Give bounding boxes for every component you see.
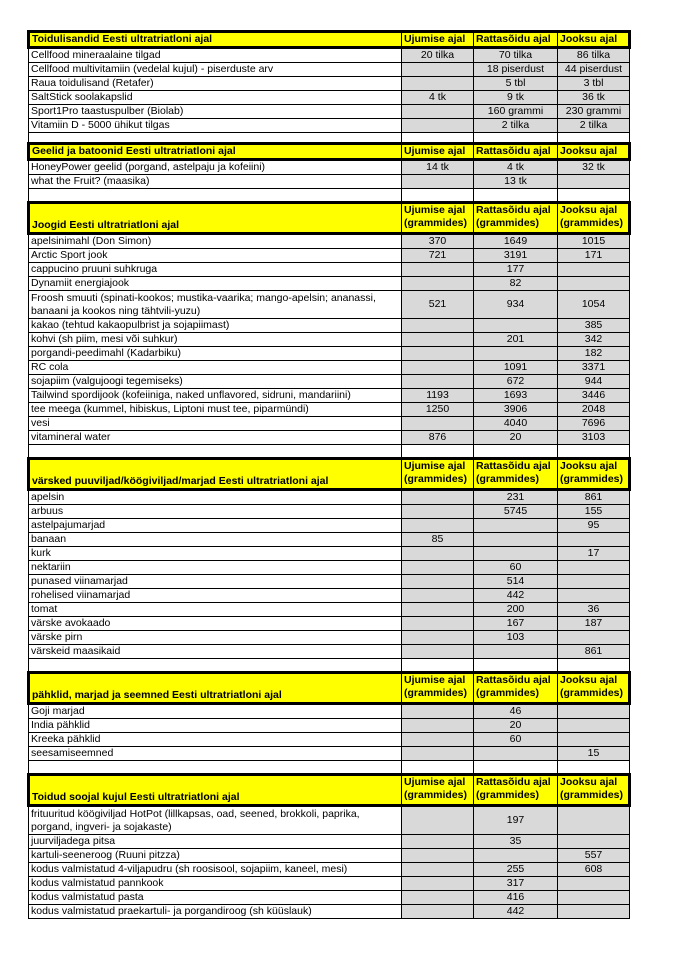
value-cell <box>402 603 474 617</box>
table-row <box>29 431 630 445</box>
value-cell: 85 <box>402 533 474 547</box>
table-row <box>29 589 630 603</box>
value-cell: 608 <box>558 863 630 877</box>
item-name: juurviljadega pitsa <box>29 835 402 849</box>
value-cell: 182 <box>558 347 630 361</box>
table-row <box>29 490 630 505</box>
value-cell: 171 <box>558 249 630 263</box>
value-cell: 3371 <box>558 361 630 375</box>
value-cell: 60 <box>474 733 558 747</box>
item-name: rohelised viinamarjad <box>29 589 402 603</box>
value-cell <box>402 547 474 561</box>
item-name: vitamineral water <box>29 431 402 445</box>
column-header: Rattasõidu ajal (grammides) <box>474 459 558 490</box>
value-cell: 82 <box>474 277 558 291</box>
value-cell <box>402 333 474 347</box>
spacer-cell <box>29 659 402 673</box>
value-cell <box>558 575 630 589</box>
section-header <box>29 32 630 48</box>
value-cell <box>402 747 474 761</box>
spacer-cell <box>558 133 630 144</box>
value-cell: 370 <box>402 234 474 249</box>
spacer-row <box>29 445 630 459</box>
item-name: Kreeka pähklid <box>29 733 402 747</box>
table-row <box>29 77 630 91</box>
value-cell: 86 tilka <box>558 48 630 63</box>
value-cell <box>402 806 474 835</box>
value-cell: 18 piserdust <box>474 63 558 77</box>
value-cell <box>558 733 630 747</box>
item-name: Arctic Sport jook <box>29 249 402 263</box>
value-cell <box>474 319 558 333</box>
spacer-row <box>29 659 630 673</box>
column-header: Rattasõidu ajal (grammides) <box>474 673 558 704</box>
table-row <box>29 333 630 347</box>
spacer-cell <box>558 659 630 673</box>
value-cell <box>402 863 474 877</box>
value-cell <box>402 105 474 119</box>
section-title: Toidulisandid Eesti ultratriatloni ajal <box>29 32 402 48</box>
table-row <box>29 249 630 263</box>
value-cell <box>402 849 474 863</box>
item-name: Tailwind spordijook (kofeiiniga, naked unflavored, sidruni, mandariini) <box>29 389 402 403</box>
column-header: Jooksu ajal <box>558 32 630 48</box>
value-cell <box>402 263 474 277</box>
value-cell <box>402 575 474 589</box>
item-name: apelsin <box>29 490 402 505</box>
value-cell <box>558 533 630 547</box>
value-cell: 876 <box>402 431 474 445</box>
item-name: nektariin <box>29 561 402 575</box>
table-row <box>29 704 630 719</box>
value-cell: 32 tk <box>558 160 630 175</box>
value-cell: 14 tk <box>402 160 474 175</box>
value-cell: 36 <box>558 603 630 617</box>
column-header: Ujumise ajal (grammides) <box>402 203 474 234</box>
value-cell: 60 <box>474 561 558 575</box>
table-row <box>29 863 630 877</box>
table-row <box>29 389 630 403</box>
item-name: punased viinamarjad <box>29 575 402 589</box>
table-row <box>29 733 630 747</box>
value-cell: 3906 <box>474 403 558 417</box>
value-cell: 4 tk <box>402 91 474 105</box>
section-title: Toidud soojal kujul Eesti ultratriatloni ajal <box>29 775 402 806</box>
column-header: Ujumise ajal (grammides) <box>402 459 474 490</box>
spacer-cell <box>558 761 630 775</box>
table-body <box>29 32 630 919</box>
value-cell <box>402 617 474 631</box>
table-row <box>29 891 630 905</box>
spacer-cell <box>402 445 474 459</box>
column-header: Jooksu ajal (grammides) <box>558 775 630 806</box>
table-row <box>29 905 630 919</box>
spacer-cell <box>474 659 558 673</box>
table-row <box>29 160 630 175</box>
spacer-cell <box>402 761 474 775</box>
table-row <box>29 575 630 589</box>
value-cell: 557 <box>558 849 630 863</box>
table-row <box>29 835 630 849</box>
table-row <box>29 631 630 645</box>
value-cell <box>402 77 474 91</box>
section-header <box>29 203 630 234</box>
value-cell: 177 <box>474 263 558 277</box>
value-cell <box>558 877 630 891</box>
value-cell: 231 <box>474 490 558 505</box>
spacer-cell <box>402 133 474 144</box>
value-cell: 197 <box>474 806 558 835</box>
table-row <box>29 277 630 291</box>
table-row <box>29 806 630 835</box>
value-cell <box>558 561 630 575</box>
value-cell: 9 tk <box>474 91 558 105</box>
item-name: Froosh smuuti (spinati-kookos; mustika-vaarika; mango-apelsin; ananassi, banaani ja kookos ning tähtvili-yuzu) <box>29 291 402 319</box>
value-cell <box>402 417 474 431</box>
item-name: Cellfood mineraalaine tilgad <box>29 48 402 63</box>
section-title: värsked puuviljad/köögiviljad/marjad Eesti ultratriatloni ajal <box>29 459 402 490</box>
value-cell <box>402 719 474 733</box>
table-row <box>29 603 630 617</box>
value-cell: 342 <box>558 333 630 347</box>
value-cell: 4 tk <box>474 160 558 175</box>
value-cell: 4040 <box>474 417 558 431</box>
value-cell <box>474 547 558 561</box>
value-cell: 317 <box>474 877 558 891</box>
value-cell: 155 <box>558 505 630 519</box>
column-header: Rattasõidu ajal <box>474 144 558 160</box>
value-cell <box>402 704 474 719</box>
value-cell <box>474 645 558 659</box>
spacer-cell <box>402 189 474 203</box>
value-cell <box>402 505 474 519</box>
value-cell: 3 tbl <box>558 77 630 91</box>
table-row <box>29 175 630 189</box>
value-cell: 3103 <box>558 431 630 445</box>
value-cell: 70 tilka <box>474 48 558 63</box>
item-name: RC cola <box>29 361 402 375</box>
column-header: Ujumise ajal <box>402 32 474 48</box>
value-cell: 1193 <box>402 389 474 403</box>
value-cell: 1649 <box>474 234 558 249</box>
value-cell <box>558 175 630 189</box>
table-row <box>29 505 630 519</box>
column-header: Jooksu ajal (grammides) <box>558 459 630 490</box>
value-cell <box>474 533 558 547</box>
section-header <box>29 144 630 160</box>
table-row <box>29 849 630 863</box>
value-cell <box>402 877 474 891</box>
spacer-row <box>29 189 630 203</box>
value-cell: 2 tilka <box>558 119 630 133</box>
item-name: kodus valmistatud pasta <box>29 891 402 905</box>
value-cell: 442 <box>474 589 558 603</box>
item-name: Vitamiin D - 5000 ühikut tilgas <box>29 119 402 133</box>
value-cell: 20 <box>474 719 558 733</box>
value-cell <box>402 277 474 291</box>
value-cell: 1091 <box>474 361 558 375</box>
value-cell: 255 <box>474 863 558 877</box>
value-cell: 2048 <box>558 403 630 417</box>
item-name: Sport1Pro taastuspulber (Biolab) <box>29 105 402 119</box>
value-cell: 201 <box>474 333 558 347</box>
value-cell <box>402 589 474 603</box>
value-cell <box>558 263 630 277</box>
table-row <box>29 319 630 333</box>
column-header: Rattasõidu ajal <box>474 32 558 48</box>
value-cell <box>474 747 558 761</box>
value-cell <box>402 347 474 361</box>
value-cell <box>558 719 630 733</box>
column-header: Jooksu ajal (grammides) <box>558 203 630 234</box>
value-cell <box>558 589 630 603</box>
item-name: Goji marjad <box>29 704 402 719</box>
value-cell <box>402 490 474 505</box>
value-cell <box>402 519 474 533</box>
value-cell <box>558 806 630 835</box>
table-row <box>29 747 630 761</box>
item-name: seesamiseemned <box>29 747 402 761</box>
value-cell: 44 piserdust <box>558 63 630 77</box>
spacer-cell <box>29 133 402 144</box>
value-cell: 1250 <box>402 403 474 417</box>
item-name: kodus valmistatud pannkook <box>29 877 402 891</box>
item-name: apelsinimahl (Don Simon) <box>29 234 402 249</box>
spacer-cell <box>474 133 558 144</box>
spacer-cell <box>402 659 474 673</box>
value-cell: 944 <box>558 375 630 389</box>
value-cell <box>402 891 474 905</box>
table-row <box>29 519 630 533</box>
section-title: pähklid, marjad ja seemned Eesti ultratriatloni ajal <box>29 673 402 704</box>
table-row <box>29 561 630 575</box>
table-row <box>29 375 630 389</box>
value-cell: 95 <box>558 519 630 533</box>
value-cell: 416 <box>474 891 558 905</box>
section-title: Joogid Eesti ultratriatloni ajal <box>29 203 402 234</box>
column-header: Rattasõidu ajal (grammides) <box>474 775 558 806</box>
item-name: värske pirn <box>29 631 402 645</box>
value-cell <box>402 905 474 919</box>
table-row <box>29 347 630 361</box>
value-cell <box>402 361 474 375</box>
table-row <box>29 63 630 77</box>
section-title: Geelid ja batoonid Eesti ultratriatloni ajal <box>29 144 402 160</box>
value-cell <box>402 645 474 659</box>
table-row <box>29 877 630 891</box>
value-cell: 46 <box>474 704 558 719</box>
value-cell <box>402 733 474 747</box>
value-cell: 3191 <box>474 249 558 263</box>
column-header: Ujumise ajal <box>402 144 474 160</box>
value-cell <box>474 519 558 533</box>
item-name: kodus valmistatud 4-viljapudru (sh roosisool, sojapiim, kaneel, mesi) <box>29 863 402 877</box>
section-header <box>29 673 630 704</box>
value-cell: 1015 <box>558 234 630 249</box>
value-cell <box>402 175 474 189</box>
item-name: astelpajumarjad <box>29 519 402 533</box>
table-row <box>29 91 630 105</box>
item-name: frituuritud köögiviljad HotPot (lillkapsas, oad, seened, brokkoli, paprika, porgand, ingveri- ja sojakaste) <box>29 806 402 835</box>
value-cell: 442 <box>474 905 558 919</box>
table-row <box>29 48 630 63</box>
value-cell <box>558 704 630 719</box>
value-cell <box>402 835 474 849</box>
spreadsheet <box>27 30 628 919</box>
table-row <box>29 617 630 631</box>
spacer-cell <box>474 445 558 459</box>
value-cell <box>402 375 474 389</box>
nutrition-table <box>27 30 631 919</box>
table-row <box>29 719 630 733</box>
section-header <box>29 459 630 490</box>
value-cell: 1693 <box>474 389 558 403</box>
item-name: kodus valmistatud praekartuli- ja porgandiroog (sh küüslauk) <box>29 905 402 919</box>
item-name: Raua toidulisand (Retafer) <box>29 77 402 91</box>
value-cell: 3446 <box>558 389 630 403</box>
value-cell: 35 <box>474 835 558 849</box>
value-cell: 721 <box>402 249 474 263</box>
item-name: vesi <box>29 417 402 431</box>
item-name: sojapiim (valgujoogi tegemiseks) <box>29 375 402 389</box>
item-name: cappucino pruuni suhkruga <box>29 263 402 277</box>
spacer-cell <box>474 761 558 775</box>
item-name: porgandi-peedimahl (Kadarbiku) <box>29 347 402 361</box>
item-name: kartuli-seeneroog (Ruuni pitzza) <box>29 849 402 863</box>
item-name: banaan <box>29 533 402 547</box>
item-name: värskeid maasikaid <box>29 645 402 659</box>
table-row <box>29 547 630 561</box>
value-cell <box>558 835 630 849</box>
value-cell: 385 <box>558 319 630 333</box>
value-cell: 861 <box>558 490 630 505</box>
table-row <box>29 234 630 249</box>
value-cell: 200 <box>474 603 558 617</box>
item-name: kurk <box>29 547 402 561</box>
item-name: tomat <box>29 603 402 617</box>
item-name: värske avokaado <box>29 617 402 631</box>
section-header <box>29 775 630 806</box>
value-cell: 20 tilka <box>402 48 474 63</box>
table-row <box>29 105 630 119</box>
value-cell: 167 <box>474 617 558 631</box>
item-name: SaltStick soolakapslid <box>29 91 402 105</box>
value-cell: 160 grammi <box>474 105 558 119</box>
spacer-cell <box>474 189 558 203</box>
value-cell <box>474 849 558 863</box>
value-cell <box>558 905 630 919</box>
value-cell <box>402 119 474 133</box>
table-row <box>29 533 630 547</box>
column-header: Ujumise ajal (grammides) <box>402 775 474 806</box>
value-cell <box>402 63 474 77</box>
value-cell: 1054 <box>558 291 630 319</box>
spacer-cell <box>29 761 402 775</box>
table-row <box>29 263 630 277</box>
spacer-row <box>29 761 630 775</box>
value-cell <box>402 319 474 333</box>
item-name: tee meega (kummel, hibiskus, Liptoni must tee, piparmündi) <box>29 403 402 417</box>
table-row <box>29 645 630 659</box>
table-row <box>29 361 630 375</box>
column-header: Jooksu ajal (grammides) <box>558 673 630 704</box>
value-cell: 20 <box>474 431 558 445</box>
table-row <box>29 417 630 431</box>
item-name: Dynamiit energiajook <box>29 277 402 291</box>
item-name: Cellfood multivitamiin (vedelal kujul) - piserduste arv <box>29 63 402 77</box>
table-row <box>29 291 630 319</box>
value-cell: 7696 <box>558 417 630 431</box>
value-cell: 672 <box>474 375 558 389</box>
spacer-cell <box>558 445 630 459</box>
value-cell: 103 <box>474 631 558 645</box>
item-name: kakao (tehtud kakaopulbrist ja sojapiimast) <box>29 319 402 333</box>
value-cell <box>402 561 474 575</box>
column-header: Rattasõidu ajal (grammides) <box>474 203 558 234</box>
spacer-cell <box>29 445 402 459</box>
value-cell: 187 <box>558 617 630 631</box>
table-row <box>29 403 630 417</box>
value-cell: 514 <box>474 575 558 589</box>
value-cell: 15 <box>558 747 630 761</box>
spacer-cell <box>558 189 630 203</box>
value-cell: 861 <box>558 645 630 659</box>
item-name: what the Fruit? (maasika) <box>29 175 402 189</box>
item-name: kohvi (sh piim, mesi või suhkur) <box>29 333 402 347</box>
value-cell: 2 tilka <box>474 119 558 133</box>
value-cell: 17 <box>558 547 630 561</box>
item-name: India pähklid <box>29 719 402 733</box>
spacer-row <box>29 133 630 144</box>
value-cell <box>558 891 630 905</box>
value-cell <box>474 347 558 361</box>
table-row <box>29 119 630 133</box>
value-cell: 934 <box>474 291 558 319</box>
value-cell: 5745 <box>474 505 558 519</box>
value-cell: 36 tk <box>558 91 630 105</box>
value-cell <box>558 277 630 291</box>
value-cell: 521 <box>402 291 474 319</box>
value-cell <box>558 631 630 645</box>
item-name: HoneyPower geelid (porgand, astelpaju ja kofeiini) <box>29 160 402 175</box>
column-header: Ujumise ajal (grammides) <box>402 673 474 704</box>
value-cell: 5 tbl <box>474 77 558 91</box>
value-cell: 230 grammi <box>558 105 630 119</box>
value-cell <box>402 631 474 645</box>
value-cell: 13 tk <box>474 175 558 189</box>
item-name: arbuus <box>29 505 402 519</box>
column-header: Jooksu ajal <box>558 144 630 160</box>
spacer-cell <box>29 189 402 203</box>
